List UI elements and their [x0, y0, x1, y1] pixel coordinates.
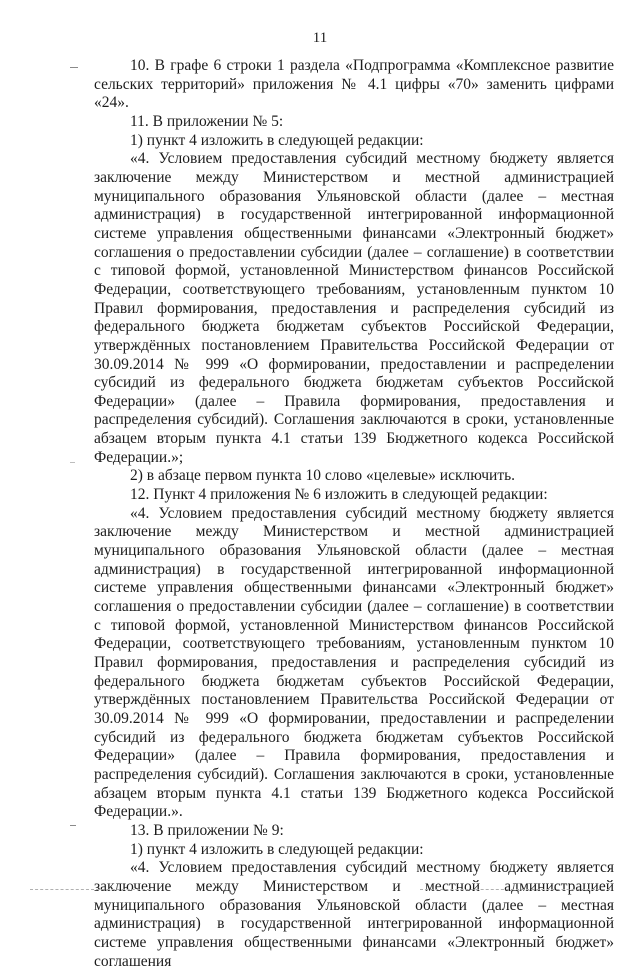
scan-mark — [70, 825, 76, 826]
paragraph-item-12: 12. Пункт 4 приложения № 6 изложить в следующей редакции: — [130, 486, 548, 504]
paragraph-subitem-1: 1) пункт 4 изложить в следующей редакции: — [130, 131, 424, 149]
paragraph-subitem-1: 1) пункт 4 изложить в следующей редакции: — [130, 840, 424, 858]
paragraph-item-10: 10. В графе 6 строки 1 раздела «Подпрограмма «Комплексное развитие сельских территорий» приложения № 4.1 цифры «70» заменить цифрами «24». — [94, 57, 614, 112]
scan-mark — [70, 67, 78, 68]
footer-divider — [30, 889, 150, 890]
page-number: 11 — [312, 30, 328, 46]
paragraph-subitem-2: 2) в абзаце первом пункта 10 слово «целевые» исключить. — [130, 467, 516, 485]
paragraph-quoted-clause-4: «4. Условием предоставления субсидий местному бюджету является заключение между Министерством и местной администрацией муниципального образования Ульяновской области (далее – местная администрация) в государственной интегрированной информационной системе управления общественными финансами «Электронный бюджет» соглашения о предоставлении субсидии (далее – соглашение) в соответствии с типовой формой, установленной Министерством финансов Российской Федерации, соответствующего требованиям, установленным пунктом 10 Правил формирования, предоставления и распределения субсидий из федерального бюджета бюджетам субъектов Российской Федерации, утверждённых постановлением Правительства Российской Федерации от 30.09.2014 № 999 «О формировании, предоставлении и распределении субсидий из федерального бюджета бюджетам субъектов Российской Федерации» (далее – Правила формирования, предоставления и распределения субсидий). Соглашения заключаются в сроки, установленные абзацем вторым пункта 4.1 статьи 139 Бюджетного кодекса Российской Федерации.». — [94, 504, 614, 821]
paragraph-item-13-heading: 13. В приложении № 9: — [130, 821, 284, 839]
footer-divider — [420, 889, 610, 890]
paragraph-quoted-clause-4: «4. Условием предоставления субсидий местному бюджету является заключение между Министерством и местной администрацией муниципального образования Ульяновской области (далее – местная администрация) в государственной интегрированной информационной системе управления общественными финансами «Электронный бюджет» соглашения о предоставлении субсидии (далее – соглашение) в соответствии с типовой формой, установленной Министерством финансов Российской Федерации, соответствующего требованиям, установленным пунктом 10 Правил формирования, предоставления и распределения субсидий из федерального бюджета бюджетам субъектов Российской Федерации, утверждённых постановлением Правительства Российской Федерации от 30.09.2014 № 999 «О формировании, предоставлении и распределении субсидий из федерального бюджета бюджетам субъектов Российской Федерации» (далее – Правила формирования, предоставления и распределения субсидий). Соглашения заключаются в сроки, установленные абзацем вторым пункта 4.1 статьи 139 Бюджетного кодекса Российской Федерации.»; — [94, 150, 614, 466]
paragraph-item-11-heading: 11. В приложении № 5: — [130, 112, 284, 130]
document-body — [94, 57, 614, 971]
paragraph-quoted-clause-4-continued: «4. Условием предоставления субсидий местному бюджету является заключение между Министерством и местной администрацией муниципального образования Ульяновской области (далее – местная администрация) в государственной интегрированной информационной системе управления общественными финансами «Электронный бюджет» соглашения — [94, 859, 614, 970]
scan-mark — [70, 462, 75, 463]
